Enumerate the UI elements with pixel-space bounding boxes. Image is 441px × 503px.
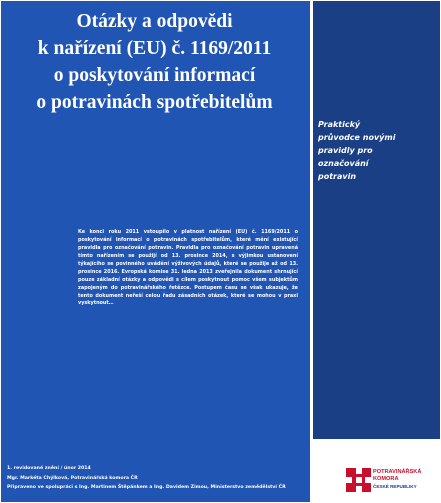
document-subtitle bbox=[318, 118, 436, 183]
author-text: Mgr. Markéta Chýlková, Potravinářská komora ČR bbox=[7, 475, 138, 481]
title-line-3: o poskytování informací bbox=[53, 65, 256, 86]
intro-paragraph: Ke konci roku 2011 vstoupilo v platnost nařízení (EU) č. 1169/2011 o poskytování informací o potravinách spotřebitelům, které mění existující pravidla pro označování potravin. Pravidla pro označování potravin upravená tímto nařízením se použijí od 13. prosince 2014, s výjimkou ustanovení týkajícího se povinného uvádění výživových údajů, které se použije až od 13. prosince 2016. Evropská komise 31. ledna 2013 zveřejnila dokument shrnující pouze základní otázky a odpovědi s cílem poskytnout pomoc všem subjektům zapojeným do potravinářského řetězce. Postupem času se však ukazuje, že tento dokument neřeší celou řadu zásadních otázek, které se mohou v praxi vyskytnout… bbox=[78, 228, 298, 307]
title-line-4: o potravinách spotřebitelům bbox=[36, 92, 273, 113]
title-line-2: k nařízení (EU) č. 1169/2011 bbox=[37, 38, 272, 59]
potravinarska-komora-logo bbox=[343, 464, 431, 494]
side-blue-panel bbox=[313, 1, 440, 439]
subtitle-line-4: označování bbox=[318, 159, 369, 168]
logo-line-1: POTRAVINÁŘSKÁ bbox=[373, 469, 422, 475]
title-line-1: Otázky a odpovědi bbox=[76, 11, 233, 32]
logo-line-2: KOMORA bbox=[373, 476, 399, 482]
subtitle-line-3: pravidly pro bbox=[318, 146, 373, 155]
subtitle-line-2: průvodce novými bbox=[318, 133, 396, 142]
logo-text bbox=[373, 469, 431, 490]
edition-text: 1. revidované znění / únor 2014 bbox=[7, 466, 91, 471]
document-title bbox=[8, 8, 301, 116]
cooperation-text: Připraveno ve spolupráci s Ing. Martinem Štěpánkem a Ing. Davidem Zimou, Ministerstvo zemědělství ČR bbox=[7, 485, 286, 491]
logo-line-3: ČESKÉ REPUBLIKY bbox=[373, 484, 417, 489]
footer-info bbox=[7, 464, 307, 493]
logo-emblem-icon bbox=[343, 464, 373, 494]
subtitle-line-5: potravin bbox=[318, 172, 357, 181]
subtitle-line-1: Praktický bbox=[318, 120, 361, 129]
